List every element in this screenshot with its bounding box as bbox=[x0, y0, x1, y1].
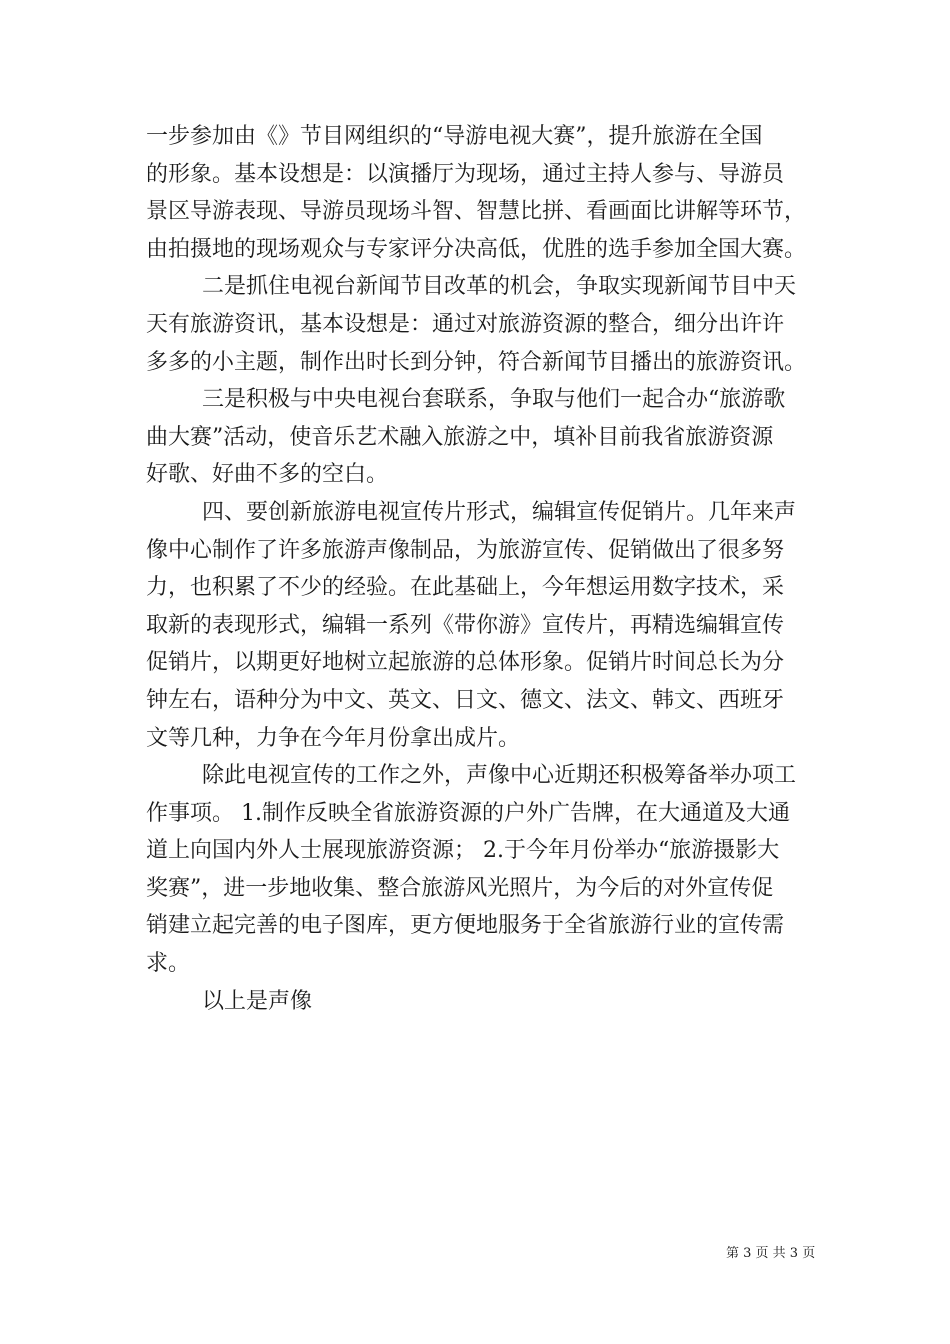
text-line: 二是抓住电视台新闻节目改革的机会，争取实现新闻节目中天 bbox=[202, 274, 797, 300]
text-line: 取新的表现形式，编辑一系列《带你游》宣传片，再精选编辑宣传 bbox=[146, 612, 785, 638]
text-line: 天有旅游资讯，基本设想是：通过对旅游资源的整合，细分出许许 bbox=[146, 311, 785, 337]
text-line: 道上向国内外人士展现旅游资源； 2.于今年月份举办“旅游摄影大 bbox=[146, 838, 780, 864]
text-line: 多多的小主题，制作出时长到分钟，符合新闻节目播出的旅游资讯。 bbox=[146, 349, 807, 375]
text-line: 奖赛”，进一步地收集、整合旅游风光照片，为今后的对外宣传促 bbox=[146, 875, 774, 901]
text-line: 的形象。基本设想是：以演播厅为现场，通过主持人参与、导游员 bbox=[146, 161, 785, 187]
text-line: 好歌、好曲不多的空白。 bbox=[146, 462, 389, 488]
text-line: 由拍摄地的现场观众与专家评分决高低，优胜的选手参加全国大赛。 bbox=[146, 236, 807, 262]
document-body bbox=[146, 118, 818, 1020]
text-line: 文等几种，力争在今年月份拿出成片。 bbox=[146, 725, 521, 751]
text-line: 曲大赛”活动，使音乐艺术融入旅游之中，填补目前我省旅游资源 bbox=[146, 424, 774, 450]
text-line: 除此电视宣传的工作之外，声像中心近期还积极筹备举办项工 bbox=[202, 763, 797, 789]
text-line: 作事项。 1.制作反映全省旅游资源的户外广告牌，在大通道及大通 bbox=[146, 800, 790, 826]
text-line: 力，也积累了不少的经验。在此基础上，今年想运用数字技术，采 bbox=[146, 575, 785, 601]
text-line: 景区导游表现、导游员现场斗智、智慧比拼、看画面比讲解等环节， bbox=[146, 199, 807, 225]
text-line: 销建立起完善的电子图库，更方便地服务于全省旅游行业的宣传需 bbox=[146, 913, 785, 939]
text-line: 一步参加由《》节目网组织的“导游电视大赛”，提升旅游在全国 bbox=[146, 124, 763, 149]
text-line: 四、要创新旅游电视宣传片形式，编辑宣传促销片。几年来声 bbox=[202, 499, 797, 525]
text-line: 三是积极与中央电视台套联系，争取与他们一起合办“旅游歌 bbox=[202, 387, 786, 413]
page-number-footer: 第 3 页 共 3 页 bbox=[726, 1246, 816, 1261]
text-line: 以上是声像 bbox=[202, 988, 313, 1014]
text-line: 求。 bbox=[146, 951, 191, 977]
text-line: 促销片，以期更好地树立起旅游的总体形象。促销片时间总长为分 bbox=[146, 650, 785, 676]
text-line: 钟左右，语种分为中文、英文、日文、德文、法文、韩文、西班牙 bbox=[146, 687, 785, 713]
text-line: 像中心制作了许多旅游声像制品，为旅游宣传、促销做出了很多努 bbox=[146, 537, 785, 563]
